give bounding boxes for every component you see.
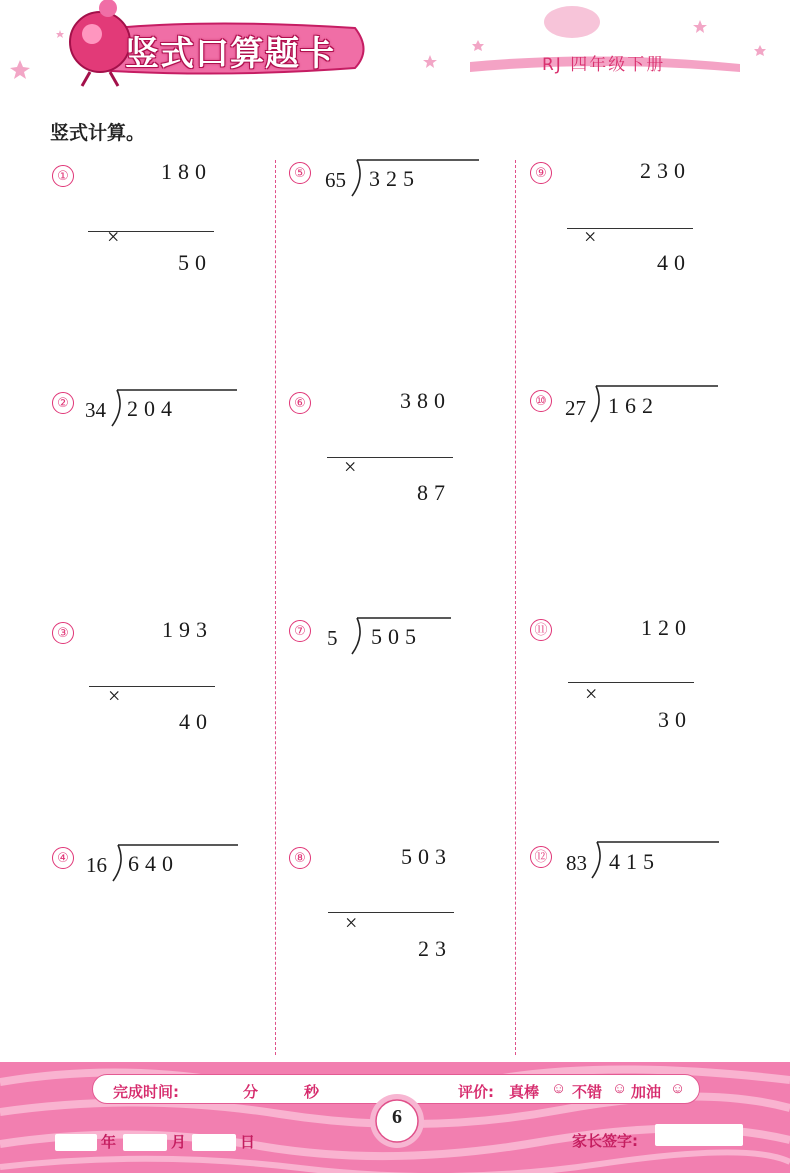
problem-number: ⑫	[530, 846, 552, 868]
second-label: 秒	[304, 1083, 320, 1101]
dividend: 505	[371, 624, 422, 649]
problem-number: ③	[52, 622, 74, 644]
product-line	[88, 231, 214, 232]
footer	[0, 1062, 790, 1173]
page-number: 6	[392, 1106, 402, 1128]
smiley-icon: ☺	[551, 1081, 567, 1097]
multiplier-row	[566, 198, 691, 302]
parent-sign-field[interactable]	[655, 1124, 743, 1146]
smiley-icon: ☺	[612, 1081, 628, 1097]
problem-7	[289, 620, 509, 740]
problem-2	[52, 392, 272, 512]
rating-option-good: 不错	[572, 1083, 603, 1101]
problem-number: ②	[52, 392, 74, 414]
multiplier: 40	[657, 250, 691, 275]
problem-10	[530, 390, 750, 510]
dividend: 204	[127, 396, 178, 421]
times-sign: ×	[108, 683, 127, 708]
problem-number: ⑦	[289, 620, 311, 642]
divisor: 5	[327, 626, 338, 650]
divisor: 16	[86, 853, 107, 877]
year-label: 年	[101, 1133, 117, 1151]
rating-label: 评价:	[458, 1083, 494, 1101]
day-field[interactable]	[192, 1134, 236, 1151]
product-line	[568, 682, 694, 683]
grade-label: RJ 四年级下册	[542, 55, 666, 75]
times-sign: ×	[584, 224, 603, 249]
times-sign: ×	[107, 224, 126, 249]
problem-9	[530, 158, 750, 282]
month-field[interactable]	[123, 1134, 167, 1151]
divisor: 65	[325, 168, 346, 192]
multiplier-row	[87, 198, 212, 302]
dividend: 325	[369, 166, 420, 191]
product-line	[327, 457, 453, 458]
day-label: 日	[240, 1133, 256, 1151]
time-label: 完成时间:	[113, 1083, 179, 1101]
problem-1	[52, 159, 272, 285]
problem-3	[52, 617, 272, 742]
rating-option-cheer: 加油	[631, 1083, 662, 1101]
multiplier: 50	[178, 250, 212, 275]
times-sign: ×	[585, 681, 604, 706]
multiplicand: 503	[401, 844, 452, 869]
month-label: 月	[171, 1133, 187, 1151]
instruction-text: 竖式计算。	[50, 122, 146, 144]
multiplicand: 180	[161, 159, 212, 184]
problem-number: ①	[52, 165, 74, 187]
smiley-icon: ☺	[670, 1081, 686, 1097]
rating-option-great: 真棒	[509, 1083, 540, 1101]
multiplicand: 230	[640, 158, 691, 183]
multiplier-row	[327, 884, 452, 988]
parent-sign-label: 家长签字:	[572, 1132, 638, 1150]
times-sign: ×	[345, 910, 364, 935]
multiplier: 23	[418, 936, 452, 961]
problem-5	[289, 162, 509, 282]
divisor: 34	[85, 398, 106, 422]
problem-number: ⑪	[530, 619, 552, 641]
header-decoration	[0, 0, 790, 95]
problem-11	[530, 615, 750, 739]
dividend: 640	[128, 851, 179, 876]
problem-number: ⑤	[289, 162, 311, 184]
product-line	[328, 912, 454, 913]
problem-8	[289, 844, 509, 967]
product-line	[89, 686, 215, 687]
multiplier: 87	[417, 480, 451, 505]
times-sign: ×	[344, 454, 363, 479]
page-title: 竖式口算题卡	[125, 34, 335, 74]
problem-4	[52, 847, 272, 967]
problem-number: ⑩	[530, 390, 552, 412]
divisor: 83	[566, 851, 587, 875]
multiplier: 30	[658, 707, 692, 732]
header-banner	[0, 0, 790, 95]
multiplicand: 193	[162, 617, 213, 642]
problem-6	[289, 388, 509, 512]
column-divider	[515, 160, 516, 1055]
year-field[interactable]	[55, 1134, 97, 1151]
problem-number: ⑥	[289, 392, 311, 414]
minute-label: 分	[243, 1083, 259, 1101]
column-divider	[275, 160, 276, 1055]
dividend: 162	[608, 393, 659, 418]
problem-number: ⑧	[289, 847, 311, 869]
multiplier-row	[88, 657, 213, 761]
problem-number: ④	[52, 847, 74, 869]
dividend: 415	[609, 849, 660, 874]
problem-number: ⑨	[530, 162, 552, 184]
problem-12	[530, 846, 750, 966]
multiplier-row	[326, 428, 451, 532]
multiplier-row	[567, 655, 692, 759]
multiplicand: 120	[641, 615, 692, 640]
multiplicand: 380	[400, 388, 451, 413]
multiplier: 40	[179, 709, 213, 734]
product-line	[567, 228, 693, 229]
divisor: 27	[565, 396, 586, 420]
